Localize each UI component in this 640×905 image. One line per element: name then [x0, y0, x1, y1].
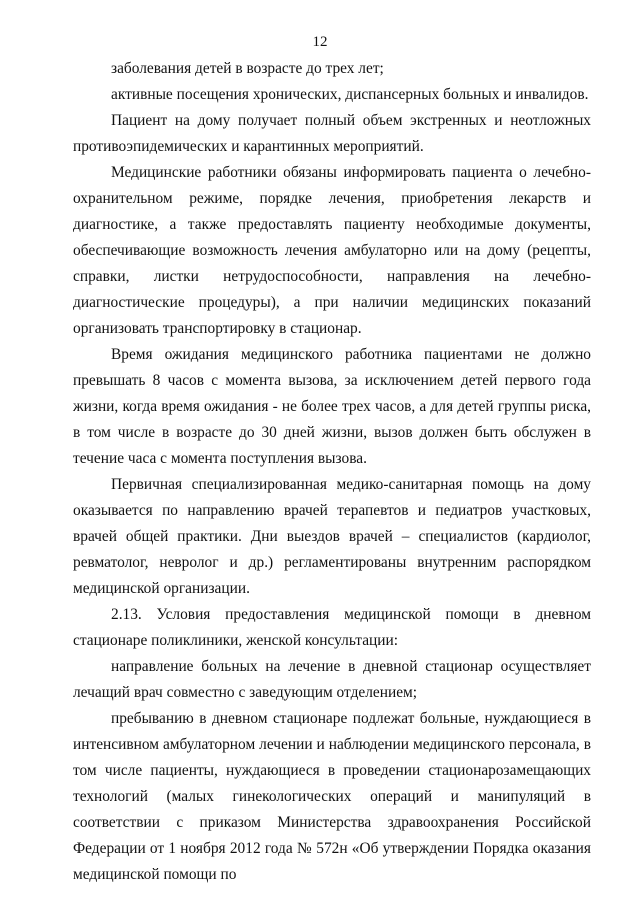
document-body: [73, 56, 591, 888]
paragraph: Пациент на дому получает полный объем экстренных и неотложных противоэпидемических и карантинных мероприятий.: [73, 112, 591, 155]
paragraph: заболевания детей в возрасте до трех лет;: [111, 60, 384, 77]
paragraph: Первичная специализированная медико-санитарная помощь на дому оказывается по направлению врачей терапевтов и педиатров участковых, врачей общей практики. Дни выездов врачей – специалистов (кардиолог, ревматолог, невролог и др.) регламентированы внутренним распорядком медицинской организации.: [73, 476, 591, 597]
paragraph: Время ожидания медицинского работника пациентами не должно превышать 8 часов с момента вызова, за исключением детей первого года жизни, когда время ожидания - не более трех часов, а для детей группы риска, в том числе в возрасте до 30 дней жизни, вызов должен быть обслужен в течение часа с момента поступления вызова.: [73, 346, 591, 467]
paragraph: активные посещения хронических, диспансерных больных и инвалидов.: [111, 86, 589, 103]
paragraph: направление больных на лечение в дневной стационар осуществляет лечащий врач совместно с заведующим отделением;: [73, 658, 591, 701]
paragraph: Медицинские работники обязаны информировать пациента о лечебно-охранительном режиме, порядке лечения, приобретения лекарств и диагностике, а также предоставлять пациенту необходимые документы, обеспечивающие возможность лечения амбулаторно или на дому (рецепты, справки, листки нетрудоспособности, направления на лечебно-диагностические процедуры), а при наличии медицинских показаний организовать транспортировку в стационар.: [73, 164, 591, 337]
paragraph: пребыванию в дневном стационаре подлежат больные, нуждающиеся в интенсивном амбулаторном лечении и наблюдении медицинского персонала, в том числе пациенты, нуждающиеся в проведении стационарозамещающих технологий (малых гинекологических операций и манипуляций в соответствии с приказом Министерства здравоохранения Российской Федерации от 1 ноября 2012 года № 572н «Об утверждении Порядка оказания медицинской помощи по: [73, 710, 591, 883]
page-number: 12: [312, 34, 328, 50]
section-heading-paragraph: 2.13. Условия предоставления медицинской помощи в дневном стационаре поликлиники, женской консультации:: [73, 606, 591, 649]
